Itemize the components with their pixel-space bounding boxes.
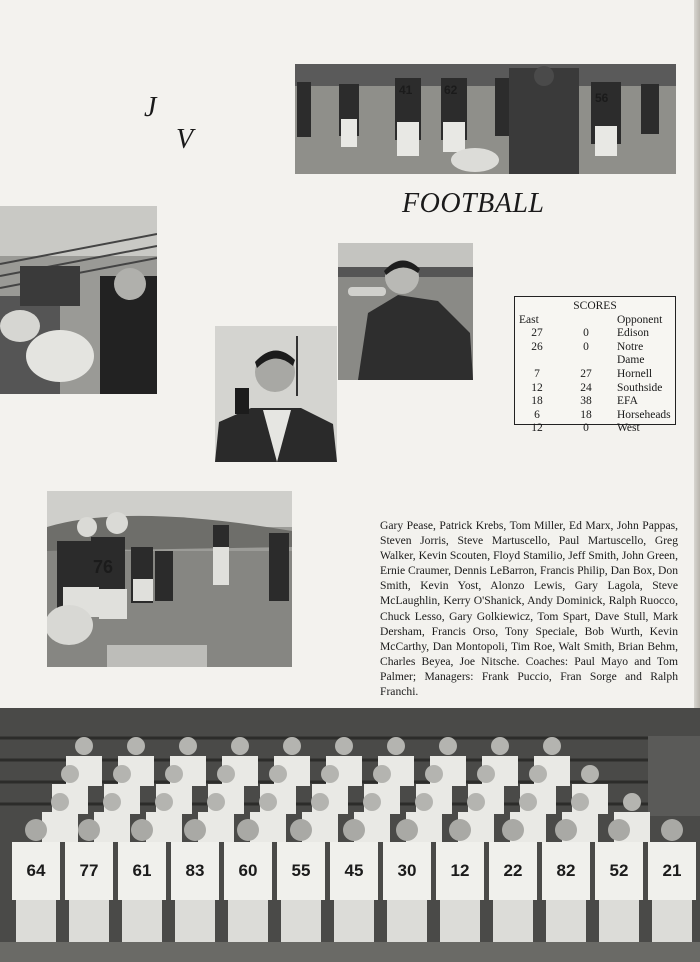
front-jersey-number: 61 [132,861,152,880]
east-score: 12 [531,422,543,435]
opponent-name: Notre Dame [617,340,645,367]
front-jersey-number: 64 [26,861,46,880]
east-score: 7 [534,367,540,380]
player-head [127,737,145,755]
player-head [321,765,339,783]
player-head [661,819,683,841]
player-pants [493,900,533,942]
player-head [113,765,131,783]
front-jersey-number: 60 [238,861,258,880]
player-head [207,793,225,811]
bench-jersey-76: 76 [93,557,114,577]
opponent-score: 0 [583,340,589,353]
score-row [519,382,671,396]
player-head [467,793,485,811]
scores-table [514,296,676,435]
player-head [608,819,630,841]
player-jersey [42,812,78,842]
photo-sideline-field [295,64,676,174]
opponent-score: 0 [583,327,589,340]
player-head [78,819,100,841]
player-head [131,819,153,841]
photo-player-headset [215,326,337,462]
front-jersey-number: 30 [397,861,417,880]
opponent-name: Hornell [617,367,653,380]
front-jersey-number: 12 [450,861,470,880]
scores-col-team: East [519,313,539,326]
player-head [343,819,365,841]
front-jersey-number: 21 [662,861,682,880]
player-head [396,819,418,841]
player-head [571,793,589,811]
east-score: 27 [531,327,543,340]
player-head [477,765,495,783]
front-jersey-number: 77 [79,861,99,880]
opponent-name: West [617,422,640,435]
player-head [415,793,433,811]
east-score: 18 [531,395,543,408]
player-head [425,765,443,783]
opponent-score: 24 [580,381,592,394]
player-head [51,793,69,811]
east-score: 12 [531,381,543,394]
page-title: FOOTBALL [402,188,545,219]
player-head [269,765,287,783]
scores-rows [519,327,671,436]
score-row [519,368,671,382]
opponent-score: 27 [580,367,592,380]
top-jersey-56: 56 [595,91,609,105]
front-jersey-number: 52 [609,861,629,880]
player-head [555,819,577,841]
player-head [373,765,391,783]
top-jersey-62: 62 [444,83,458,97]
player-head [623,793,641,811]
top-jersey-41: 41 [399,83,413,97]
front-jersey-number: 45 [344,861,364,880]
front-jersey-number: 22 [503,861,523,880]
photo-stands [0,206,157,394]
east-score: 26 [531,340,543,353]
player-pants [546,900,586,942]
scores-header-row [519,314,671,328]
front-jersey-number: 55 [291,861,311,880]
photo-team [0,708,700,962]
player-head [449,819,471,841]
front-jersey-number: 82 [556,861,576,880]
player-pants [334,900,374,942]
player-head [581,765,599,783]
player-head [184,819,206,841]
player-head [103,793,121,811]
score-row [519,341,671,368]
score-row [519,395,671,409]
opponent-name: Horseheads [617,408,671,421]
player-head [290,819,312,841]
roster-paragraph: Gary Pease, Patrick Krebs, Tom Miller, Ed Marx, John Pappas, Steven Jorris, Steve Martuscello, Paul Martuscello, Greg Walker, Kevin Scouten, Floyd Stamilio, Jeff Smith, John Green, Ernie Craumer, Dennis LeBarron, Francis Philip, Dan Box, Don Smith, Kevin Yost, Alonzo Lewis, Gary Lagola, Steve McLaughlin, Kerry O'Shanick, Andy Dominick, Ralph Ruocco, Chuck Lesso, Gary Golkiewicz, Tom Spart, Dave Stull, Mark Dersham, Francis Orso, Tony Speciale, Bob Wurth, Kevin McCarthy, Dan Montopoli, Tim Roe, Walt Smith, Brian Behm, Charles Beyea, Joe Nitsche. Coaches: Paul Mayo and Tom Palmer; Managers: Frank Puccio, Fran Sorge and Ralph Franchi. [380,519,678,699]
player-head [75,737,93,755]
player-pants [387,900,427,942]
player-head [237,819,259,841]
opponent-score: 18 [580,408,592,421]
player-head [529,765,547,783]
scores-title: SCORES [573,300,617,312]
heading-letter-v: V [176,124,194,155]
player-head [155,793,173,811]
player-head [231,737,249,755]
photo-bench-players [47,491,292,667]
player-head [311,793,329,811]
player-head [217,765,235,783]
east-score: 6 [534,408,540,421]
player-head [259,793,277,811]
opponent-name: Southside [617,381,663,394]
player-pants [599,900,639,942]
player-pants [69,900,109,942]
opponent-name: Edison [617,327,649,340]
player-head [61,765,79,783]
front-jersey-number: 83 [185,861,205,880]
opponent-score: 0 [583,422,589,435]
player-head [283,737,301,755]
player-head [25,819,47,841]
player-head [335,737,353,755]
heading-letter-j: J [144,92,157,123]
score-row [519,327,671,341]
player-head [165,765,183,783]
opponent-name: EFA [617,395,638,408]
opponent-score: 38 [580,395,592,408]
player-pants [122,900,162,942]
player-pants [440,900,480,942]
player-pants [175,900,215,942]
player-head [179,737,197,755]
player-head [439,737,457,755]
player-pants [652,900,692,942]
player-head [543,737,561,755]
player-head [519,793,537,811]
score-row [519,409,671,423]
player-head [491,737,509,755]
player-head [502,819,524,841]
player-head [387,737,405,755]
scores-col-opponent: Opponent [617,313,663,326]
player-pants [281,900,321,942]
score-row [519,422,671,436]
photo-coach-phone [338,243,473,380]
player-pants [228,900,268,942]
player-head [363,793,381,811]
player-pants [16,900,56,942]
